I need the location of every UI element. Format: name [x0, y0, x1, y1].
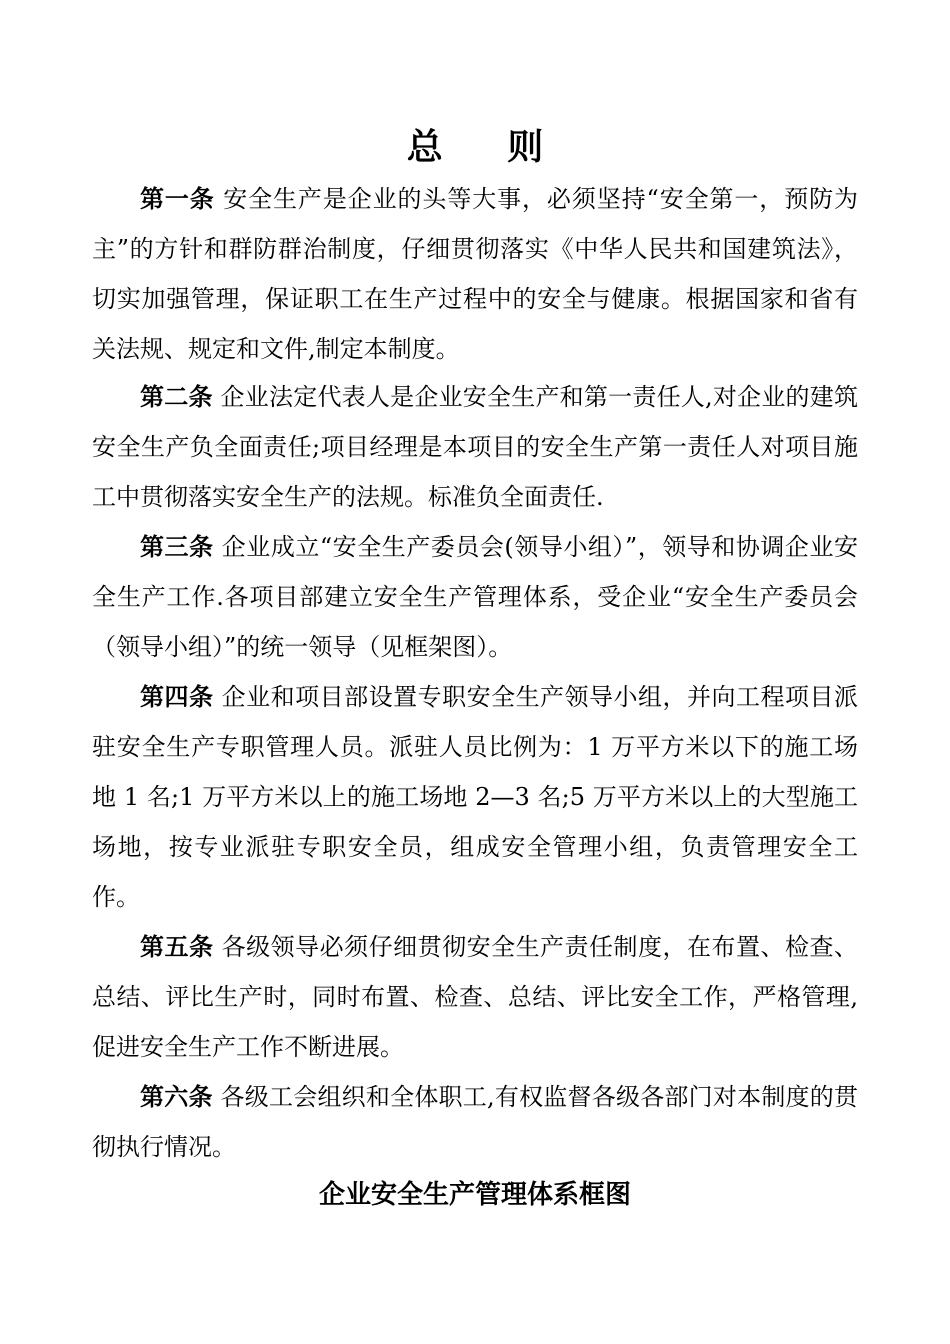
article-3-label: 第三条: [140, 533, 214, 561]
article-5-text: 各级领导必须仔细贯彻安全生产责任制度，在布置、检查、总结、评比生产时，同时布置、检查、总结、评比安全工作，严格管理,促进安全生产工作不断进展。: [92, 933, 859, 1061]
article-5-label: 第五条: [140, 933, 214, 961]
article-2-text: 企业法定代表人是企业安全生产和第一责任人,对企业的建筑安全生产负全面责任;项目经理是本项目的安全生产第一责任人对项目施工中贯彻落实安全生产的法规。标准负全面责任.: [92, 383, 859, 511]
framework-diagram-title: 企业安全生产管理体系框图: [318, 1180, 631, 1210]
article-6-text: 各级工会组织和全体职工,有权监督各级各部门对本制度的贯彻执行情况。: [92, 1083, 859, 1161]
article-2: [92, 372, 858, 522]
article-4-text: 企业和项目部设置专职安全生产领导小组，并向工程项目派驻安全生产专职管理人员。派驻人员比例为：1 万平方米以下的施工场地 1 名;1 万平方米以上的施工场地 2—3 名;5 万平方米以上的大型施工场地，按专业派驻专职安全员，组成安全管理小组，负责管理安全工作。: [92, 683, 859, 911]
article-1: [92, 174, 858, 374]
article-2-label: 第二条: [140, 383, 213, 411]
article-3-text: 企业成立“安全生产委员会(领导小组）”，领导和协调企业安全生产工作.各项目部建立安全生产管理体系，受企业“安全生产委员会（领导小组）”的统一领导（见框架图）。: [92, 533, 858, 661]
article-3: [92, 522, 858, 672]
article-6-label: 第六条: [140, 1083, 213, 1111]
article-1-text: 安全生产是企业的头等大事，必须坚持“安全第一，预防为主”的方针和群防群治制度，仔细贯彻落实《中华人民共和国建筑法》，切实加强管理，保证职工在生产过程中的安全与健康。根据国家和省有关法规、规定和文件,制定本制度。: [92, 185, 858, 363]
article-4-label: 第四条: [140, 683, 214, 711]
article-1-label: 第一条: [140, 185, 215, 213]
document-title: 总 则: [406, 127, 570, 168]
article-5: [92, 922, 858, 1072]
article-6: [92, 1072, 858, 1172]
article-4: [92, 672, 858, 922]
